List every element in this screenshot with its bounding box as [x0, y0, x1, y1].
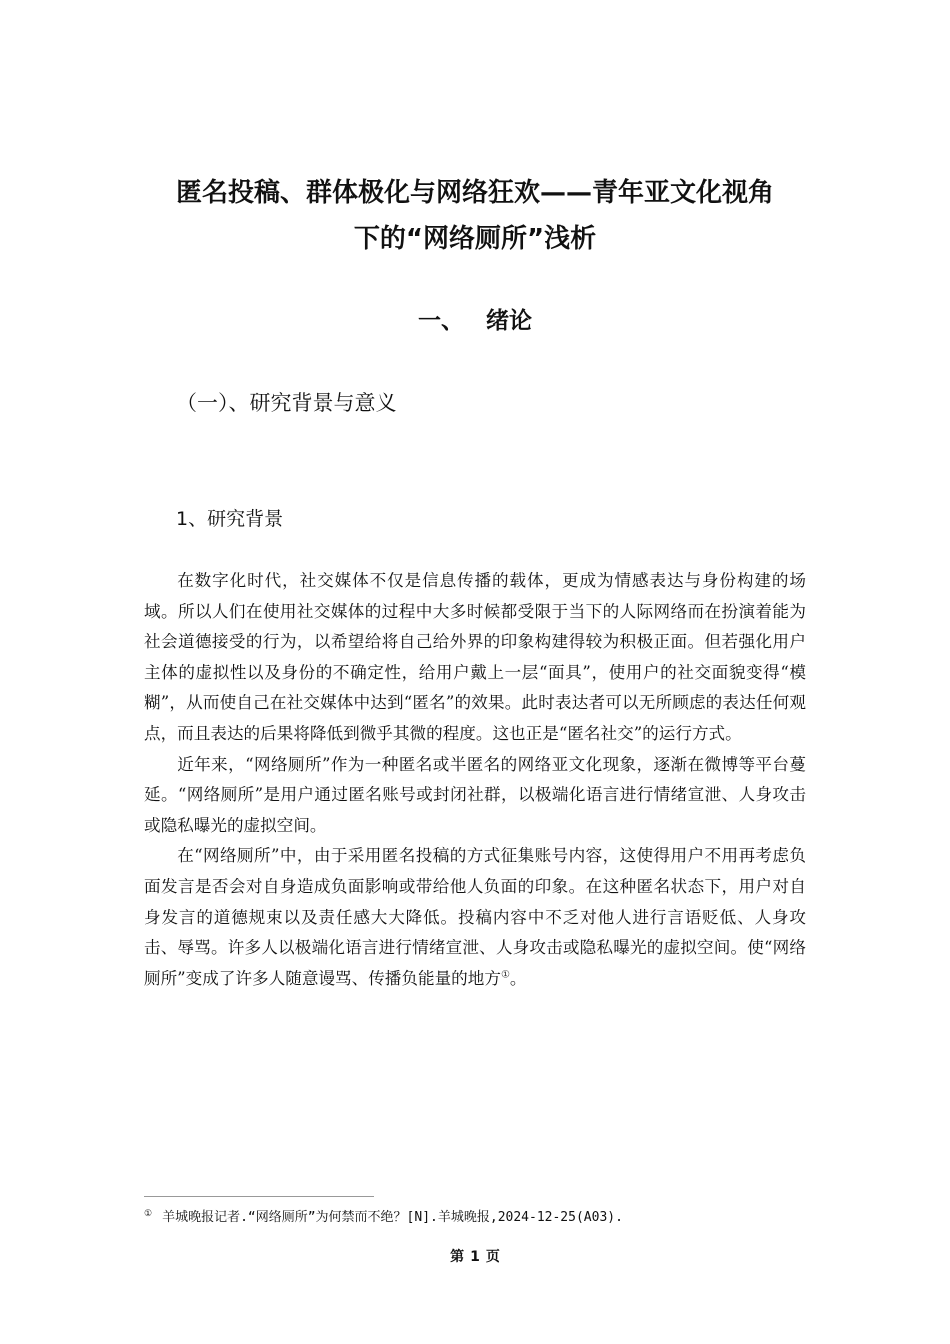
paper-title	[130, 170, 820, 262]
paragraph-3-end: 。	[509, 968, 527, 988]
body-text	[144, 566, 806, 994]
section-title: 绪论	[486, 308, 532, 334]
page-number-value: 1	[470, 1249, 480, 1265]
paragraph-3	[144, 841, 806, 994]
section-number: 一、	[418, 308, 464, 334]
section-heading	[0, 302, 950, 340]
paper-title-line-1: 匿名投稿、群体极化与网络狂欢——青年亚文化视角	[175, 178, 774, 208]
paragraph-3-text: 在“网络厕所”中，由于采用匿名投稿的方式征集账号内容，这使得用户不用再考虑负面发言是否会对自身造成负面影响或带给他人负面的印象。在这种匿名状态下，用户对自身发言的道德规束以及责任感大大降低。投稿内容中不乏对他人进行言语贬低、人身攻击、辱骂。许多人以极端化语言进行情绪宣泄、人身攻击或隐私曝光的虚拟空间。使“网络厕所”变成了许多人随意谩骂、传播负能量的地方	[144, 846, 806, 988]
page-number-suffix: 页	[485, 1249, 500, 1265]
paper-title-line-2: 下的“网络厕所”浅析	[353, 224, 597, 254]
footnote-separator	[144, 1196, 374, 1197]
footnote	[144, 1207, 824, 1229]
page-number	[0, 1245, 950, 1269]
page-number-prefix: 第	[450, 1249, 465, 1265]
paragraph-2: 近年来，“网络厕所”作为一种匿名或半匿名的网络亚文化现象，逐渐在微博等平台蔓延。“网络厕所”是用户通过匿名账号或封闭社群，以极端化语言进行情绪宣泄、人身攻击或隐私曝光的虚拟空间。	[144, 754, 806, 835]
paragraph-1: 在数字化时代，社交媒体不仅是信息传播的载体，更成为情感表达与身份构建的场域。所以人们在使用社交媒体的过程中大多时候都受限于当下的人际网络而在扮演着能为社会道德接受的行为，以希望给将自己给外界的印象构建得较为积极正面。但若强化用户主体的虚拟性以及身份的不确定性，给用户戴上一层“面具”，使用户的社交面貌变得“模糊”，从而使自己在社交媒体中达到“匿名”的效果。此时表达者可以无所顾虑的表达任何观点，而且表达的后果将降低到微乎其微的程度。这也正是“匿名社交”的运行方式。	[144, 571, 806, 743]
footnote-reference[interactable]: ①	[500, 969, 510, 981]
footnote-marker: ①	[144, 1208, 153, 1219]
subsubsection-heading: 1、研究背景	[176, 508, 284, 530]
subsection-heading: （一）、研究背景与意义	[176, 391, 397, 415]
footnote-text: 羊城晚报记者.“网络厕所”为何禁而不绝？[N].羊城晚报,2024-12-25(A03).	[162, 1210, 623, 1225]
